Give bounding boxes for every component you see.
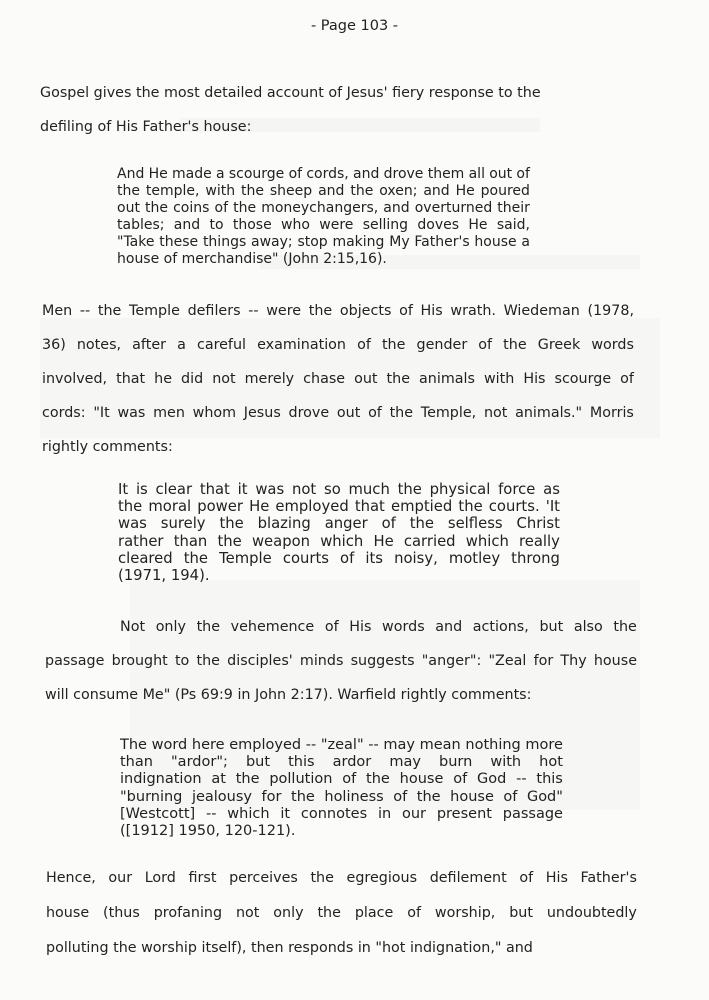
quote-line: ([1912] 1950, 120-121). xyxy=(120,823,296,840)
paragraph-men-defilers xyxy=(42,294,634,464)
quote-line: house of merchandise" (John 2:15,16). xyxy=(117,251,387,267)
paragraph-intro xyxy=(40,76,634,144)
text-line: involved, that he did not merely chase out the animals with His scourge of xyxy=(42,371,634,387)
quote-line: And He made a scourge of cords, and drove them all out of xyxy=(117,166,530,182)
quote-line: out the coins of the moneychangers, and overturned their xyxy=(117,200,530,216)
quote-line: "Take these things away; stop making My Father's house a xyxy=(117,234,530,250)
text-line: 36) notes, after a careful examination of the gender of the Greek words xyxy=(42,337,634,353)
text-line: polluting the worship itself), then responds in "hot indignation," and xyxy=(46,940,533,956)
text-line: will consume Me" (Ps 69:9 in John 2:17). Warfield rightly comments: xyxy=(45,687,532,703)
text-line: Not only the vehemence of His words and actions, but also the xyxy=(120,619,637,635)
quote-line: was surely the blazing anger of the selfless Christ xyxy=(118,515,560,533)
text-line: Hence, our Lord first perceives the egregious defilement of His Father's xyxy=(46,870,637,886)
quote-line: It is clear that it was not so much the physical force as xyxy=(118,481,560,498)
quote-line: the moral power He employed that emptied the courts. 'It xyxy=(118,498,560,516)
block-quote-john xyxy=(117,166,530,268)
quote-line: the temple, with the sheep and the oxen; and He poured xyxy=(117,183,530,199)
paragraph-conclusion xyxy=(46,861,637,966)
page-number-header: - Page 103 - xyxy=(310,18,399,34)
text-line: passage brought to the disciples' minds suggests "anger": "Zeal for Thy house xyxy=(45,653,637,669)
text-line: defiling of His Father's house: xyxy=(40,119,252,135)
quote-line: than "ardor"; but this ardor may burn with hot xyxy=(120,754,563,771)
quote-line: cleared the Temple courts of its noisy, motley throng xyxy=(118,549,560,567)
quote-line: rather than the weapon which He carried which really xyxy=(118,532,560,550)
block-quote-warfield xyxy=(120,737,563,840)
block-quote-morris xyxy=(118,481,560,584)
text-line: rightly comments: xyxy=(42,439,173,455)
quote-line: indignation at the pollution of the house of God -- this xyxy=(120,771,563,788)
text-line: Men -- the Temple defilers -- were the objects of His wrath. Wiedeman (1978, xyxy=(42,303,634,319)
text-line: cords: "It was men whom Jesus drove out of the Temple, not animals." Morris xyxy=(42,405,634,421)
paragraph-vehemence xyxy=(45,610,637,712)
quote-line: The word here employed -- "zeal" -- may mean nothing more xyxy=(120,737,563,753)
text-line: Gospel gives the most detailed account of Jesus' fiery response to the xyxy=(40,85,541,101)
quote-line: (1971, 194). xyxy=(118,567,210,585)
quote-line: "burning jealousy for the holiness of the house of God" xyxy=(120,788,563,805)
text-line: house (thus profaning not only the place of worship, but undoubtedly xyxy=(46,905,637,921)
quote-line: [Westcott] -- which it connotes in our present passage xyxy=(120,805,563,822)
quote-line: tables; and to those who were selling doves He said, xyxy=(117,217,530,233)
